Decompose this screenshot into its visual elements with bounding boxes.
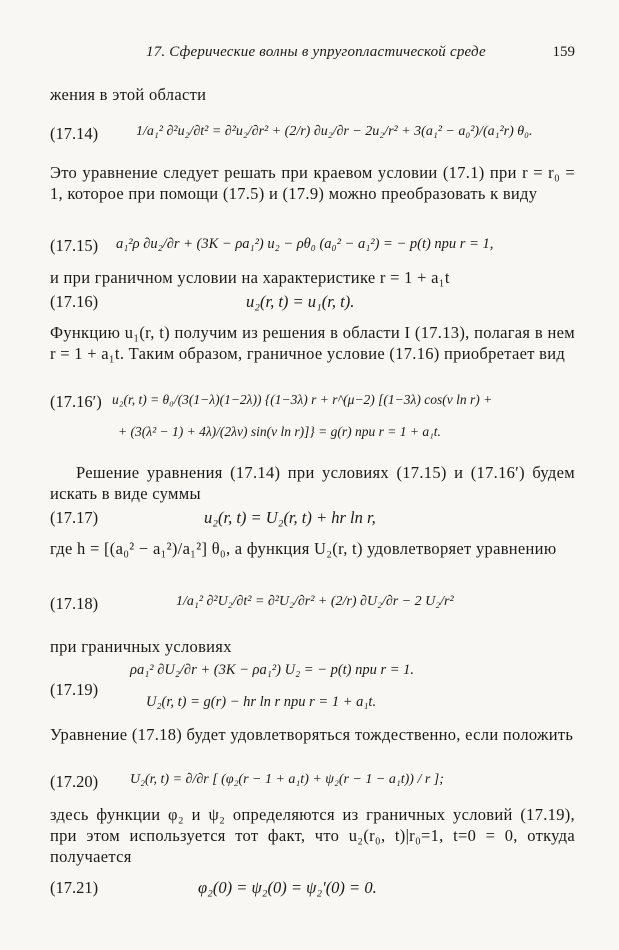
equation-line-2: + (3(λ² − 1) + 4λ)/(2λν) sin(ν ln r)]} = g(r) при r = 1 + a₁t. bbox=[118, 424, 441, 439]
paragraph-4: Функцию u₁(r, t) получим из решения в области I (17.13), полагая в нем r = 1 + a₁t. Таким образом, граничное условие (17.16) приобретает вид bbox=[50, 323, 575, 363]
paragraph-8: Уравнение (17.18) будет удовлетворяться тождественно, если положить bbox=[50, 725, 574, 744]
equation-line-1: u₂(r, t) = θ₀/(3(1−λ)(1−2λ)) {(1−3λ) r + r^(μ−2) [(1−3λ) cos(ν ln r) + bbox=[112, 392, 493, 407]
equation-number: (17.15) bbox=[50, 236, 99, 255]
paragraph-2: Это уравнение следует решать при краевом условии (17.1) при r = r₀ = 1, которое при помощи (17.5) и (17.9) можно преобразовать к виду bbox=[50, 163, 575, 203]
equation-body: φ₂(0) = ψ₂(0) = ψ₂′(0) = 0. bbox=[198, 878, 377, 897]
equation-line-2: U₂(r, t) = g(r) − hr ln r при r = 1 + a₁t. bbox=[146, 694, 377, 710]
equation-number: (17.14) bbox=[50, 124, 99, 143]
equation-number: (17.19) bbox=[50, 680, 99, 699]
equation-17-16-prime bbox=[50, 386, 575, 448]
page-number: 159 bbox=[552, 44, 575, 60]
paragraph-7: при граничных условиях bbox=[50, 637, 232, 656]
equation-17-18 bbox=[50, 584, 575, 624]
page-header bbox=[50, 44, 575, 64]
equation-17-14 bbox=[50, 114, 575, 154]
equation-17-15 bbox=[50, 232, 575, 262]
equation-body: 1/a₁² ∂²U₂/∂t² = ∂²U₂/∂r² + (2/r) ∂U₂/∂r − 2 U₂/r² bbox=[176, 594, 454, 609]
equation-body: U₂(r, t) = ∂/∂r [ (φ₂(r − 1 + a₁t) + ψ₂(r − 1 − a₁t)) / r ]; bbox=[130, 772, 444, 787]
equation-17-19 bbox=[50, 658, 575, 722]
paragraph-5: Решение уравнения (17.14) при условиях (17.15) и (17.16′) будем искать в виде суммы bbox=[50, 463, 575, 503]
paragraph-1: жения в этой области bbox=[50, 85, 207, 104]
equation-number: (17.16′) bbox=[50, 392, 102, 411]
equation-line-1: ρa₁² ∂U₂/∂r + (3K − ρa₁²) U₂ = − p(t) при r = 1. bbox=[130, 662, 415, 678]
equation-body: a₁²ρ ∂u₂/∂r + (3K − ρa₁²) u₂ − ρθ₀ (a₀² − a₁²) = − p(t) при r = 1, bbox=[116, 236, 494, 252]
equation-number: (17.20) bbox=[50, 772, 99, 791]
equation-number: (17.17) bbox=[50, 508, 99, 527]
equation-17-20 bbox=[50, 766, 575, 802]
equation-number: (17.18) bbox=[50, 594, 99, 613]
equation-body: 1/a₁² ∂²u₂/∂t² = ∂²u₂/∂r² + (2/r) ∂u₂/∂r − 2u₂/r² + 3(a₁² − a₀²)/(a₁²r) θ₀. bbox=[136, 124, 533, 139]
equation-17-16 bbox=[50, 292, 575, 316]
equation-body: u₂(r, t) = u₁(r, t). bbox=[246, 292, 355, 311]
running-title: 17. Сферические волны в упругопластической среде bbox=[146, 44, 486, 60]
equation-number: (17.21) bbox=[50, 878, 99, 897]
paragraph-6: где h = [(a₀² − a₁²)/a₁²] θ₀, а функция U₂(r, t) удовлетворяет уравнению bbox=[50, 539, 557, 558]
paragraph-3: и при граничном условии на характеристике r = 1 + a₁t bbox=[50, 268, 450, 287]
equation-body: u₂(r, t) = U₂(r, t) + hr ln r, bbox=[204, 508, 376, 527]
equation-17-17 bbox=[50, 508, 575, 532]
paragraph-9: здесь функции φ₂ и ψ₂ определяются из граничных условий (17.19), при этом используется тот факт, что u₂(r₀, t)|r₀=1, t=0 = 0, откуда получается bbox=[50, 805, 575, 866]
equation-number: (17.16) bbox=[50, 292, 99, 311]
equation-17-21 bbox=[50, 878, 575, 902]
